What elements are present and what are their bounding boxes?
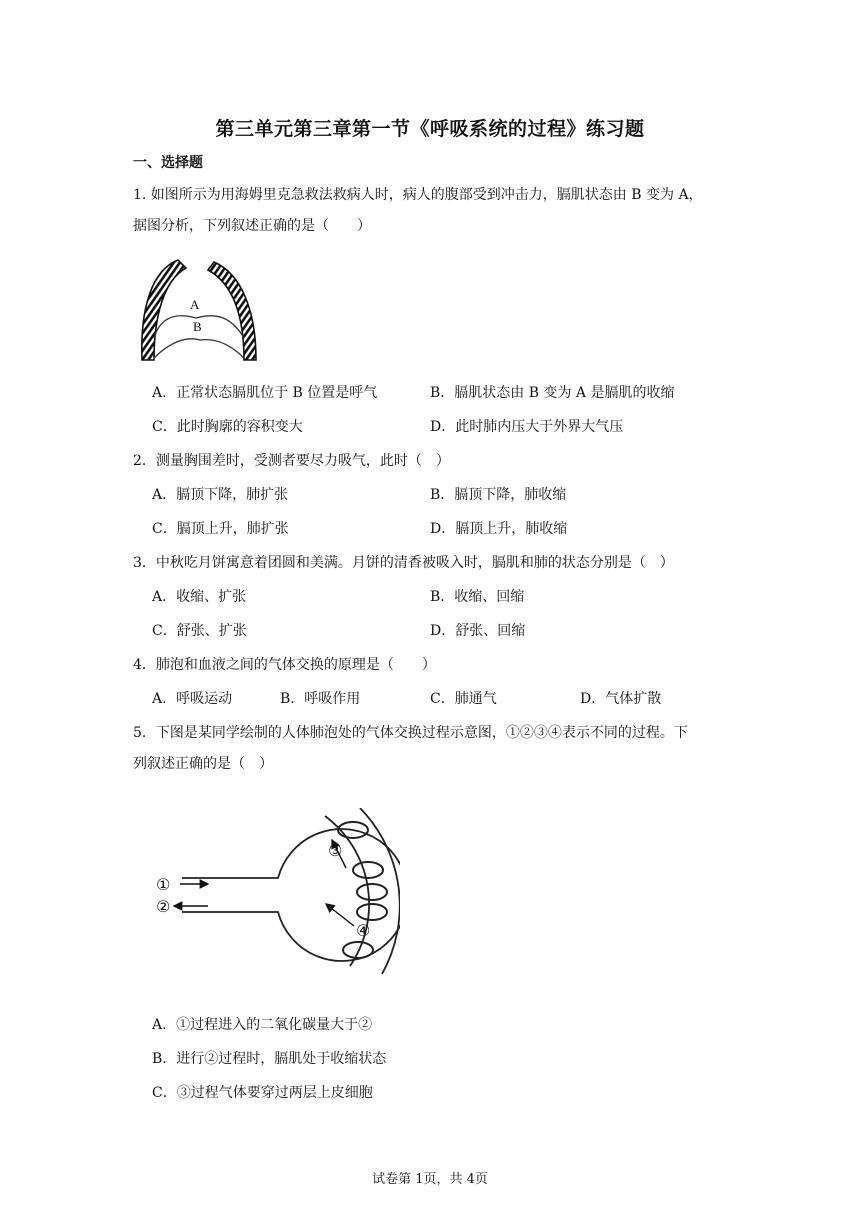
label-a: A: [190, 297, 200, 312]
q1-option-d[interactable]: D．此时肺内压大于外界大气压: [430, 419, 624, 435]
question-5-line-2: 列叙述正确的是（ ）: [133, 756, 273, 772]
label-1: ①: [156, 875, 171, 894]
label-b: B: [193, 319, 202, 334]
question-1-line-2: 据图分析，下列叙述正确的是（ ）: [133, 218, 371, 234]
q3-option-a[interactable]: A．收缩、扩张: [152, 589, 247, 605]
q5-option-c[interactable]: C．③过程气体要穿过两层上皮细胞: [152, 1085, 373, 1101]
question-1-line-1: 1. 如图所示为用海姆里克急救法救病人时，病人的腹部受到冲击力，膈肌状态由 B 变为 A，: [133, 187, 703, 203]
label-3: ③: [328, 841, 343, 860]
page-footer: 试卷第 1页，共 4页: [372, 1172, 488, 1187]
q3-option-d[interactable]: D．舒张、回缩: [430, 623, 526, 639]
q4-option-d[interactable]: D．气体扩散: [580, 691, 662, 707]
q1-option-b[interactable]: B．膈肌状态由 B 变为 A 是膈肌的收缩: [430, 385, 675, 401]
q2-option-d[interactable]: D．膈顶上升，肺收缩: [430, 521, 568, 537]
question-5-line-1: 5．下图是某同学绘制的人体肺泡处的气体交换过程示意图，①②③④表示不同的过程。下: [133, 725, 688, 741]
q4-option-b[interactable]: B．呼吸作用: [280, 691, 361, 707]
question-2: 2．测量胸围差时，受测者要尽力吸气，此时（ ）: [133, 453, 450, 469]
section-heading: 一、选择题: [133, 155, 203, 171]
q2-option-c[interactable]: C．膈顶上升，肺扩张: [152, 521, 289, 537]
q5-option-a[interactable]: A．①过程进入的二氧化碳量大于②: [152, 1017, 373, 1033]
label-4: ④: [356, 921, 371, 940]
label-2: ②: [156, 897, 171, 916]
q3-option-c[interactable]: C．舒张、扩张: [152, 623, 247, 639]
alveolus-gas-exchange-figure: [150, 808, 400, 974]
q4-option-a[interactable]: A．呼吸运动: [152, 691, 233, 707]
diaphragm-figure: [134, 256, 264, 364]
question-3: 3．中秋吃月饼寓意着团圆和美满。月饼的清香被吸入时，膈肌和肺的状态分别是（ ）: [133, 555, 674, 571]
page-title: 第三单元第三章第一节《呼吸系统的过程》练习题: [215, 118, 645, 140]
diaphragm-line-b: [154, 339, 244, 358]
q2-option-b[interactable]: B．膈顶下降，肺收缩: [430, 487, 567, 503]
q2-option-a[interactable]: A．膈顶下降，肺扩张: [152, 487, 289, 503]
q5-option-b[interactable]: B．进行②过程时，膈肌处于收缩状态: [152, 1051, 387, 1067]
q1-option-a[interactable]: A．正常状态膈肌位于 B 位置是呼气: [152, 385, 378, 401]
q3-option-b[interactable]: B．收缩、回缩: [430, 589, 525, 605]
q1-option-c[interactable]: C．此时胸廓的容积变大: [152, 419, 303, 435]
question-4: 4．肺泡和血液之间的气体交换的原理是（ ）: [133, 657, 436, 673]
q4-option-c[interactable]: C．肺通气: [430, 691, 497, 707]
